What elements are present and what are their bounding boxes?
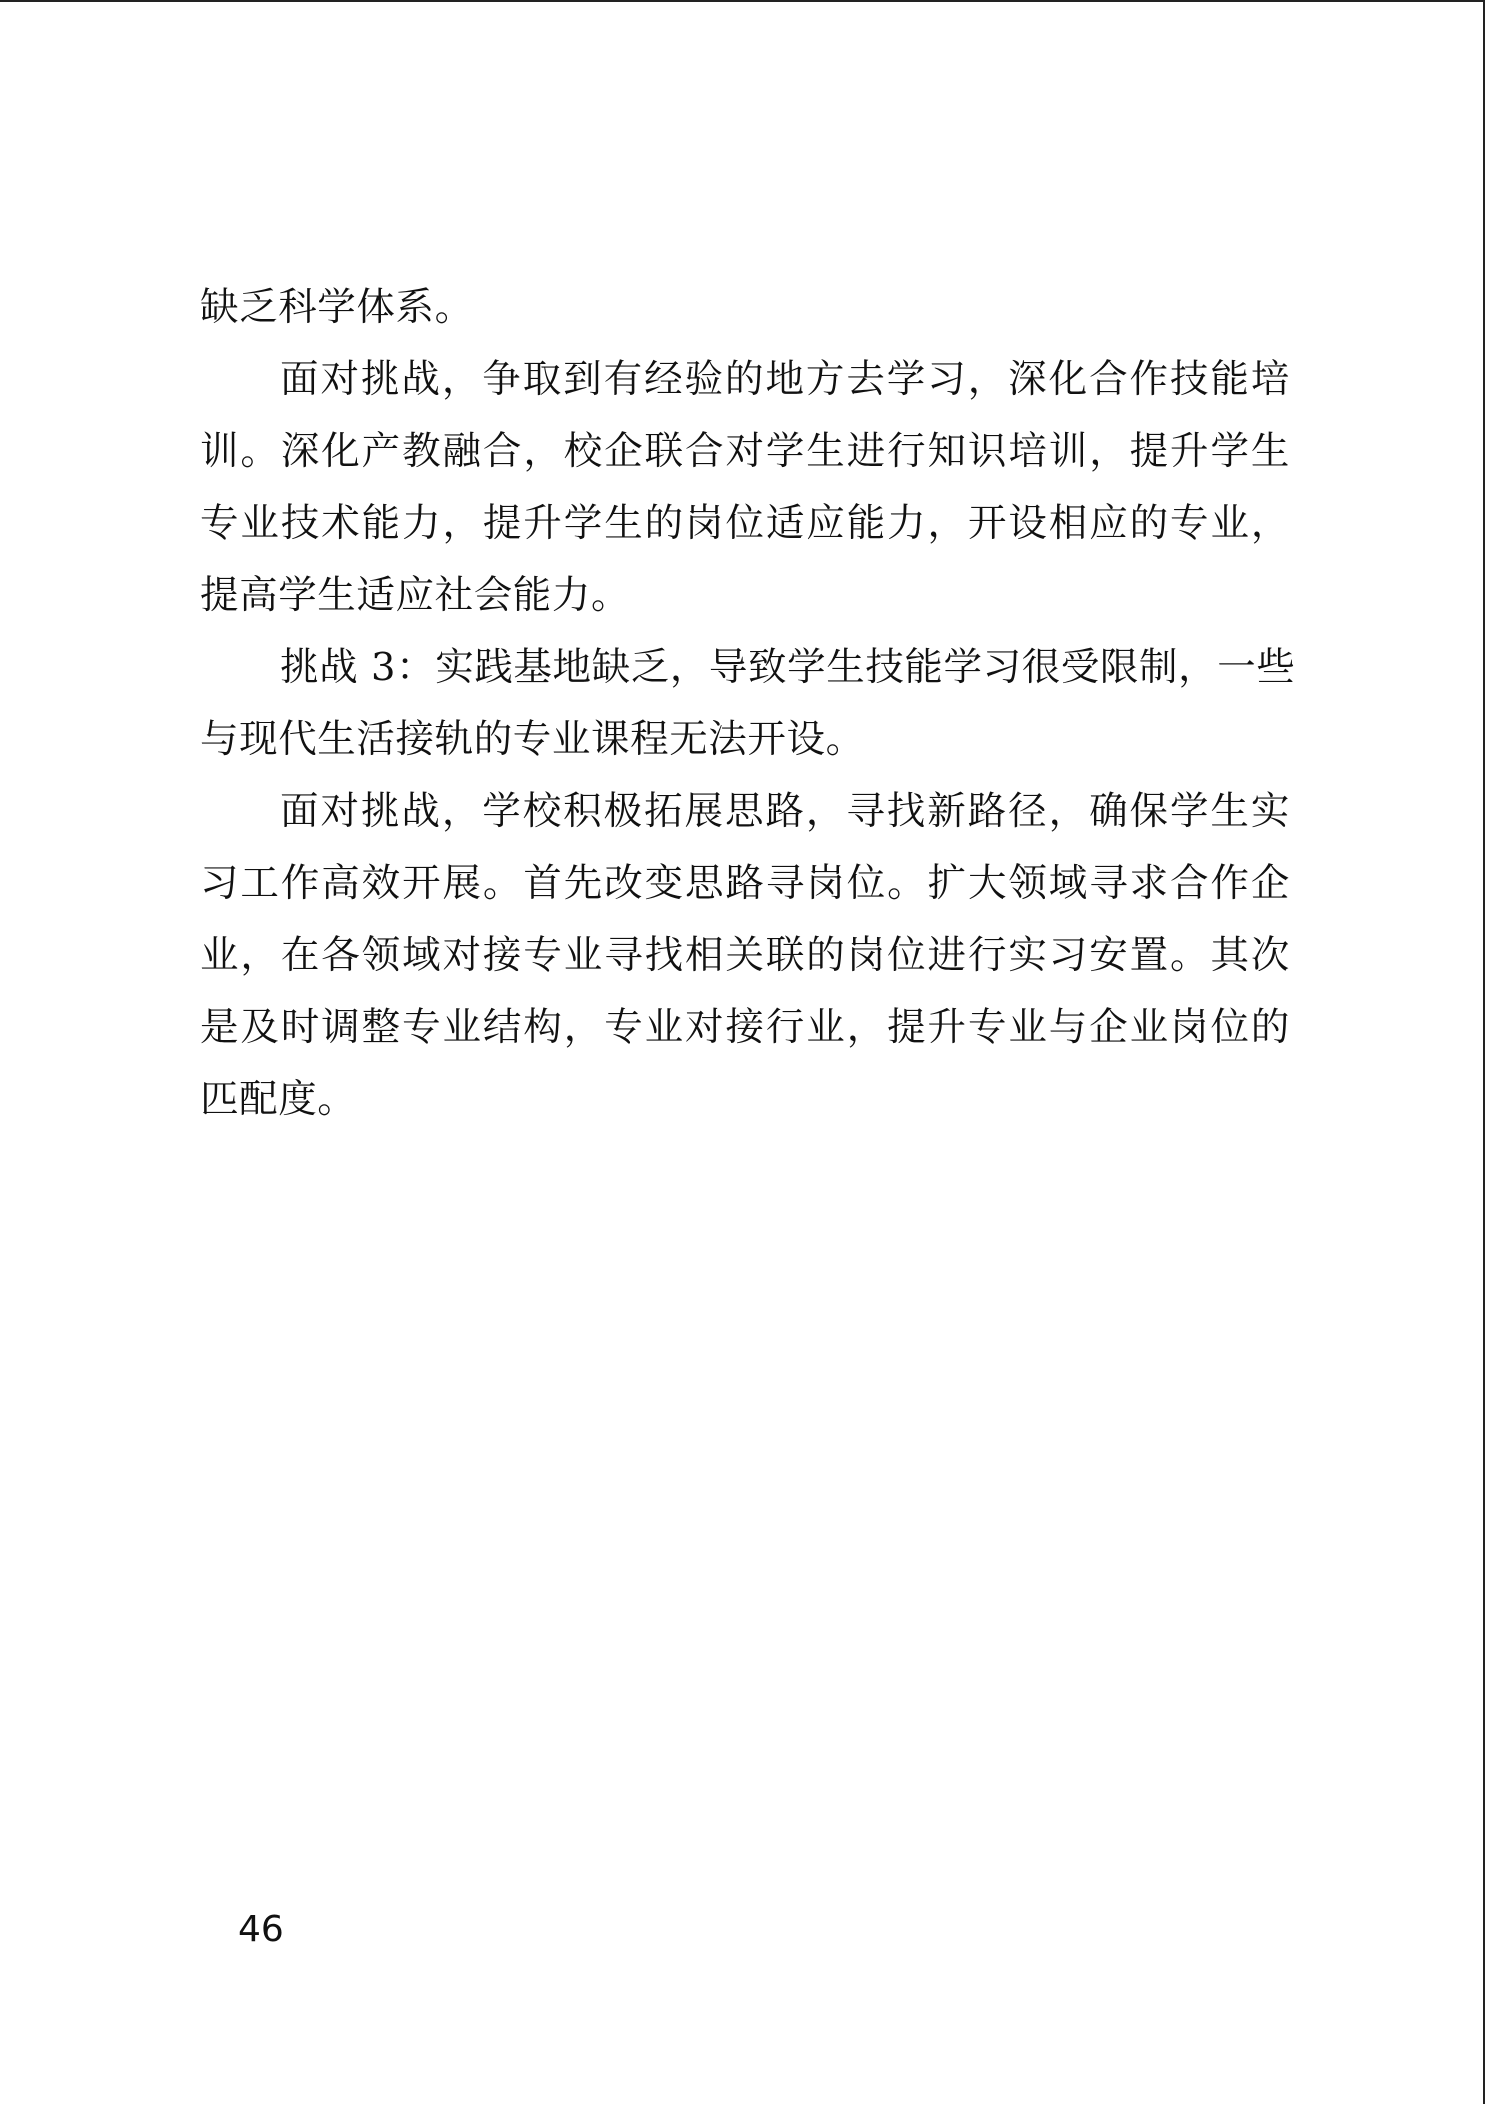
text-line: 匹配度。 [200, 1077, 357, 1122]
text-line: 面对挑战，争取到有经验的地方去学习，深化合作技能培 [280, 357, 1290, 402]
text-line: 是及时调整专业结构，专业对接行业，提升专业与企业岗位的 [200, 1005, 1290, 1050]
page-number: 46 [238, 1909, 284, 1950]
text-line: 挑战 3：实践基地缺乏，导致学生技能学习很受限制，一些 [280, 645, 1296, 690]
text-line: 业，在各领域对接专业寻找相关联的岗位进行实习安置。其次 [200, 933, 1290, 978]
text-line: 面对挑战，学校积极拓展思路，寻找新路径，确保学生实 [280, 789, 1290, 834]
text-line: 缺乏科学体系。 [200, 285, 474, 330]
text-line: 习工作高效开展。首先改变思路寻岗位。扩大领域寻求合作企 [200, 861, 1290, 906]
text-line: 训。深化产教融合，校企联合对学生进行知识培训，提升学生 [200, 429, 1290, 474]
text-line: 提高学生适应社会能力。 [200, 573, 631, 618]
text-line: 与现代生活接轨的专业课程无法开设。 [200, 717, 865, 762]
text-line: 专业技术能力，提升学生的岗位适应能力，开设相应的专业， [200, 501, 1290, 546]
body-text [200, 272, 1296, 1136]
